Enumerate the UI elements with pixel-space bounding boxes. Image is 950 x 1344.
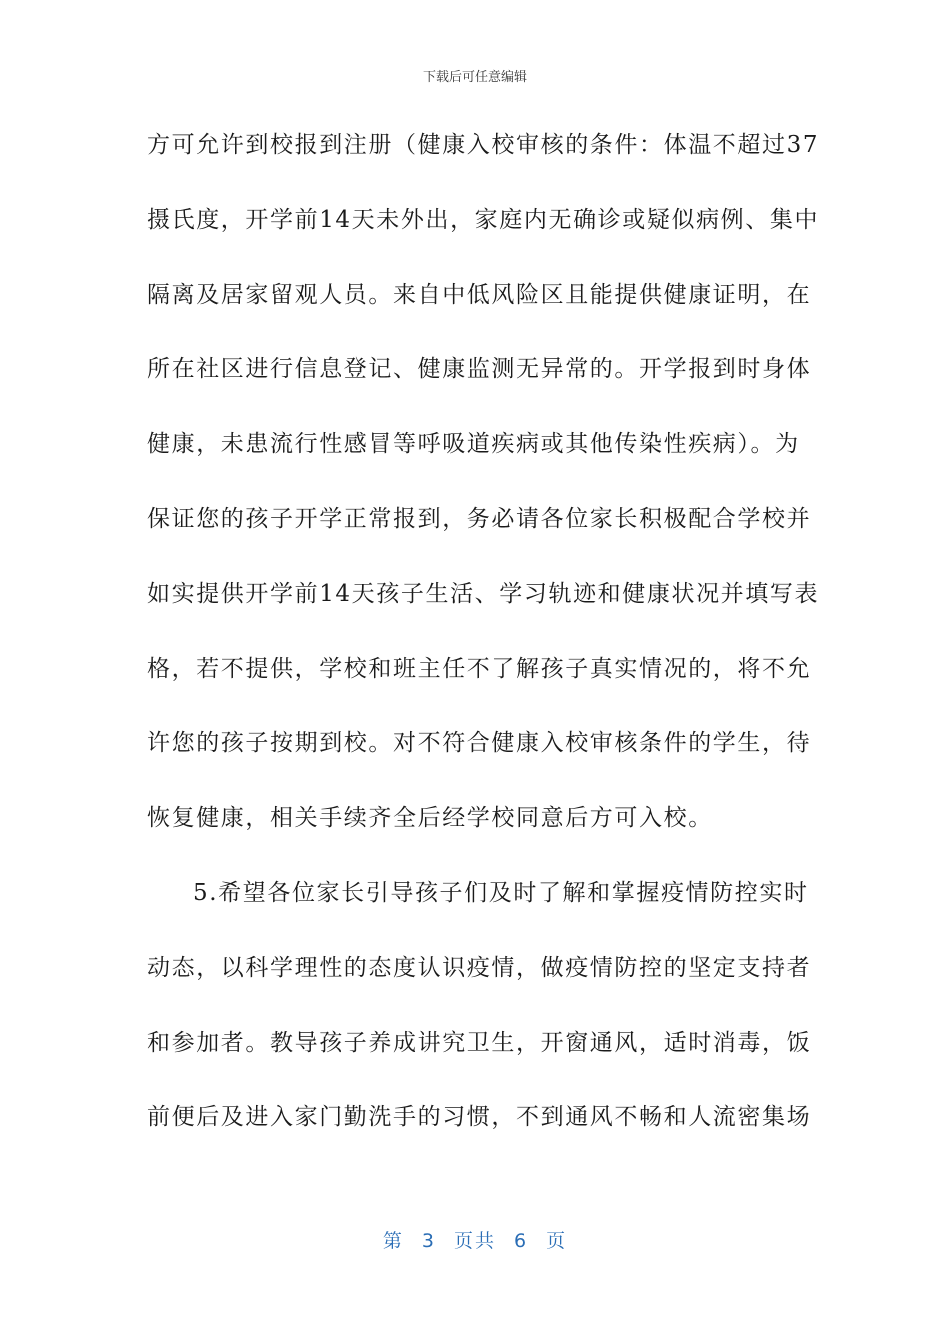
- text-line: 摄氏度，开学前14天未外出，家庭内无确诊或疑似病例、集中: [147, 206, 820, 233]
- text-line: 格，若不提供，学校和班主任不了解孩子真实情况的，将不允: [147, 655, 812, 682]
- body-text: [147, 120, 820, 1167]
- text-line: 方可允许到校报到注册（健康入校审核的条件：体温不超过37: [147, 132, 820, 158]
- text-line: 隔离及居家留观人员。来自中低风险区且能提供健康证明，在: [147, 281, 812, 308]
- page-footer: 第 3 页共 6 页: [382, 1230, 568, 1252]
- page-header: 下载后可任意编辑: [422, 70, 527, 85]
- text-line: 保证您的孩子开学正常报到，务必请各位家长积极配合学校并: [147, 505, 812, 532]
- text-line: 如实提供开学前14天孩子生活、学习轨迹和健康状况并填写表: [147, 580, 820, 607]
- text-line: 所在社区进行信息登记、健康监测无异常的。开学报到时身体: [147, 356, 812, 383]
- text-line: 许您的孩子按期到校。对不符合健康入校审核条件的学生，待: [147, 730, 812, 757]
- text-line: 动态，以科学理性的态度认识疫情，做疫情防控的坚定支持者: [147, 954, 812, 981]
- paragraph-start-line: 5.希望各位家长引导孩子们及时了解和掌握疫情防控实时: [193, 879, 809, 906]
- text-line: 和参加者。教导孩子养成讲究卫生，开窗通风，适时消毒，饭: [147, 1029, 812, 1056]
- text-line: 前便后及进入家门勤洗手的习惯，不到通风不畅和人流密集场: [147, 1104, 812, 1131]
- text-line: 恢复健康，相关手续齐全后经学校同意后方可入校。: [147, 805, 713, 832]
- text-line: 健康，未患流行性感冒等呼吸道疾病或其他传染性疾病）。为: [147, 431, 800, 458]
